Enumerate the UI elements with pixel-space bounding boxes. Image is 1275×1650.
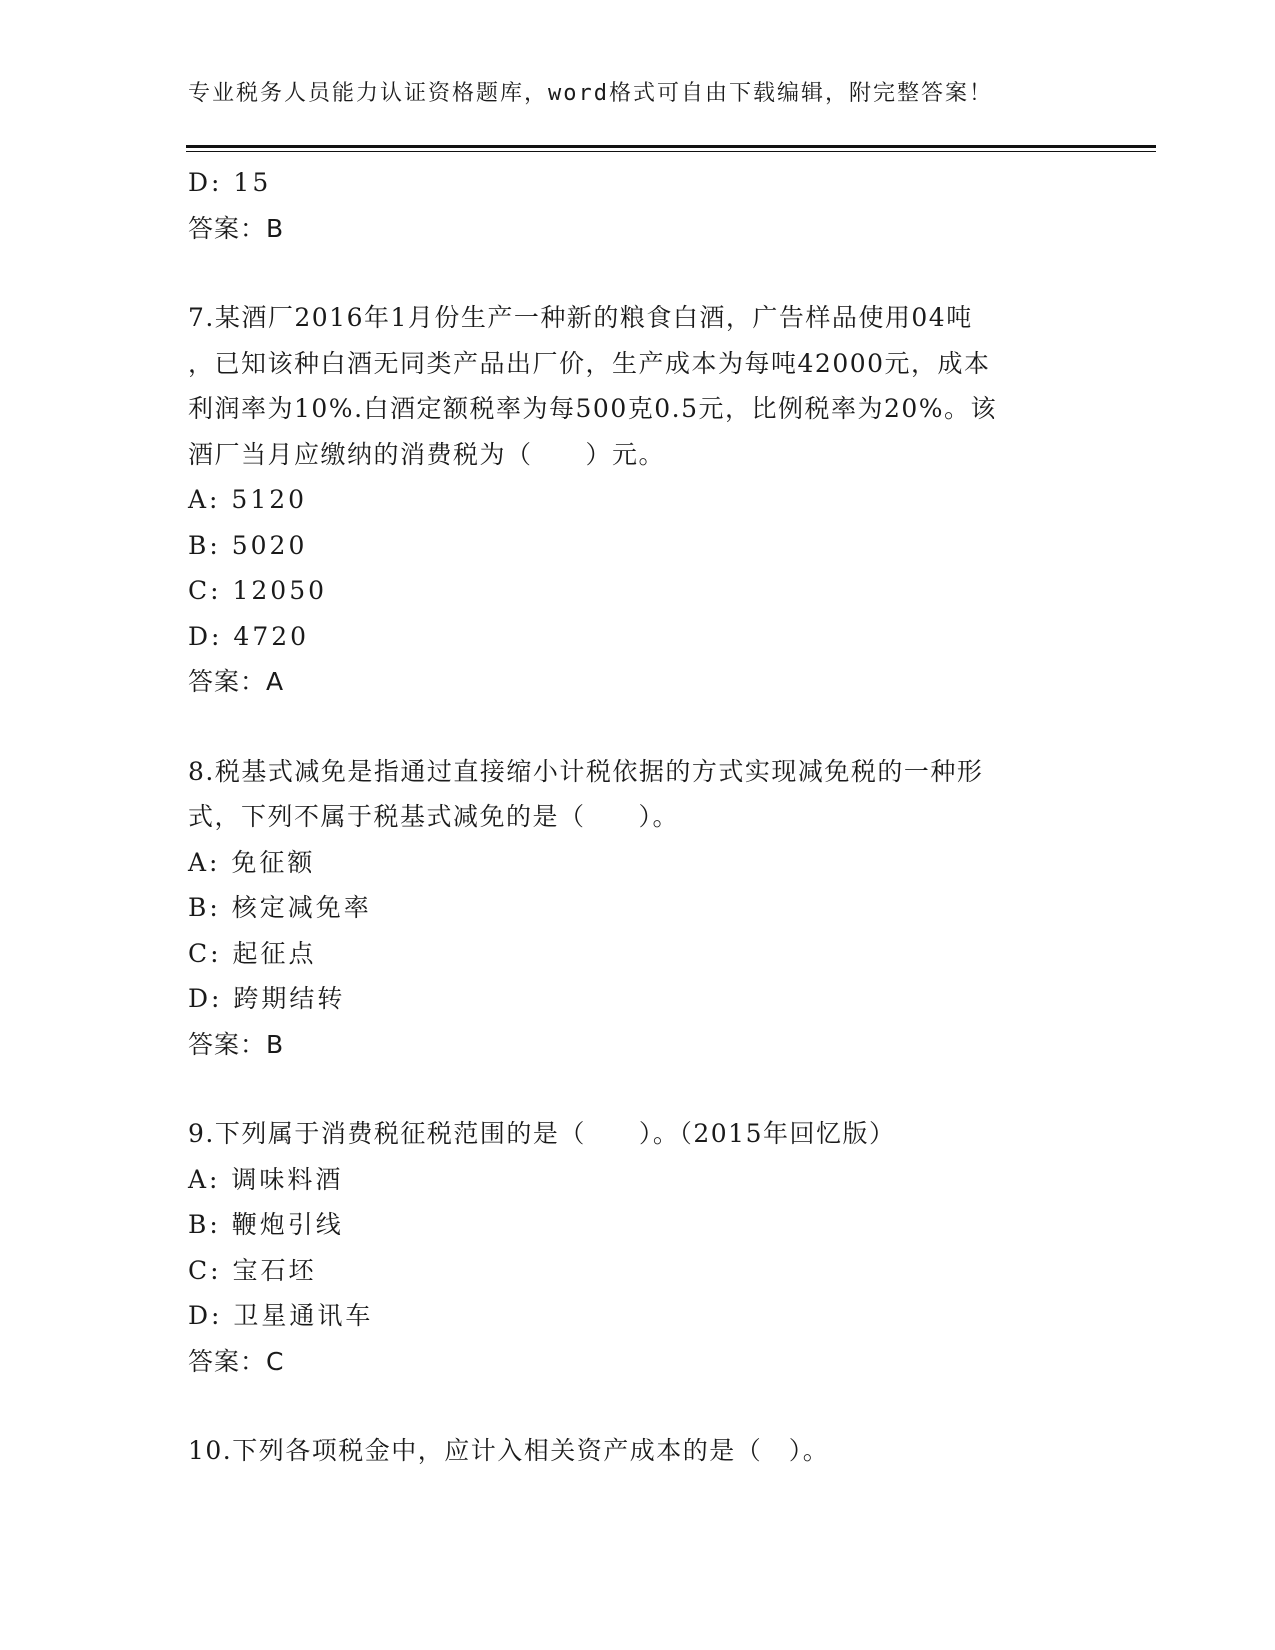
question-8: [188, 749, 1068, 1068]
question-9: [188, 1111, 1068, 1384]
option-d: D: 4720: [188, 621, 310, 651]
question-text-line: ，已知该种白酒无同类产品出厂价，生产成本为每吨42000元，成本: [188, 348, 991, 378]
question-text-line: 10.下列各项税金中，应计入相关资产成本的是（ ）。: [188, 1436, 830, 1465]
question-text-line: 酒厂当月应缴纳的消费税为（ ）元。: [188, 439, 666, 469]
prev-option-d: D: 15: [188, 168, 272, 197]
header-rule-thick: [186, 145, 1156, 148]
question-text-line: 式，下列不属于税基式减免的是（ ）。: [188, 802, 680, 831]
option-c: C: 宝石坯: [188, 1255, 317, 1285]
option-c: C: 起征点: [188, 938, 317, 968]
answer: 答案：A: [188, 667, 285, 696]
question-text-line: 8.税基式减免是指通过直接缩小计税依据的方式实现减免税的一种形: [188, 756, 984, 786]
answer: 答案：C: [188, 1346, 285, 1376]
option-d: D: 卫星通讯车: [188, 1301, 374, 1330]
option-b: B: 鞭炮引线: [188, 1210, 344, 1239]
header-rule-thin: [186, 151, 1156, 152]
question-10: [188, 1428, 1068, 1474]
option-a: A: 5120: [188, 485, 308, 514]
option-b: B: 核定减免率: [188, 893, 372, 922]
question-content: [188, 160, 1068, 1474]
option-c: C: 12050: [188, 576, 328, 605]
answer: 答案：B: [188, 1029, 285, 1059]
option-d: D: 跨期结转: [188, 984, 346, 1013]
prev-answer: 答案：B: [188, 213, 285, 243]
question-text-line: 利润率为10%.白酒定额税率为每500克0.5元，比例税率为20%。该: [188, 394, 998, 423]
page-header: 专业税务人员能力认证资格题库，word格式可自由下载编辑，附完整答案！: [188, 81, 993, 106]
option-a: A: 调味料酒: [188, 1164, 344, 1194]
question-text-line: 7.某酒厂2016年1月份生产一种新的粮食白酒，广告样品使用04吨: [188, 303, 973, 332]
option-b: B: 5020: [188, 530, 308, 560]
question-text-line: 9.下列属于消费税征税范围的是（ ）。（2015年回忆版）: [188, 1119, 896, 1148]
question-7: [188, 295, 1068, 705]
option-a: A: 免征额: [188, 847, 316, 877]
